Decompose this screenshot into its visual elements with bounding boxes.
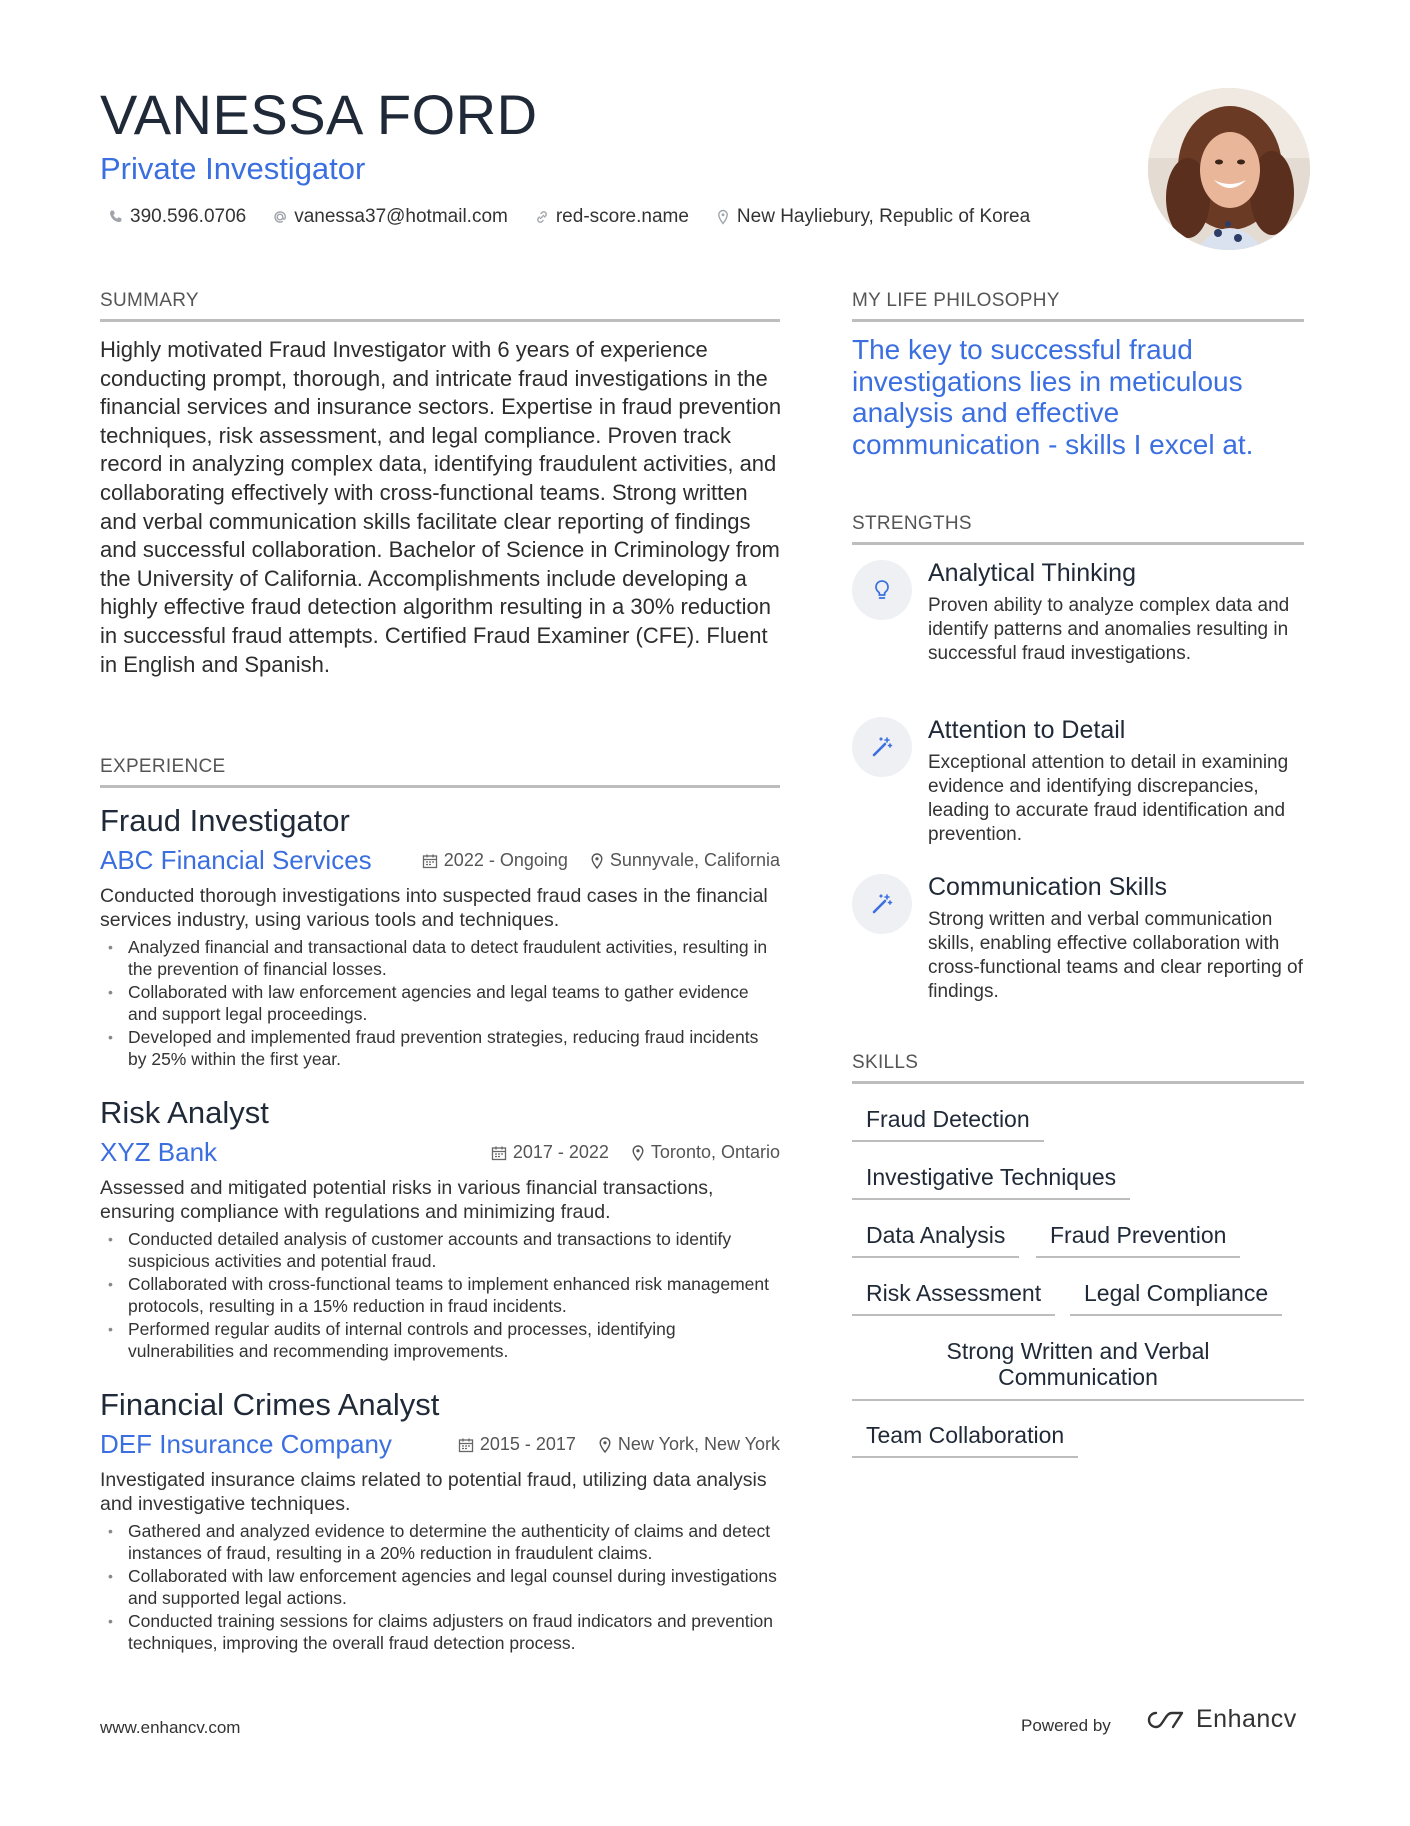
strength-body bbox=[928, 872, 1304, 1004]
website-text: red-score.name bbox=[555, 206, 689, 227]
experience-heading: EXPERIENCE bbox=[100, 756, 780, 788]
calendar-icon bbox=[458, 1437, 474, 1453]
philosophy-heading: MY LIFE PHILOSOPHY bbox=[852, 290, 1304, 322]
strength-title: Analytical Thinking bbox=[928, 559, 1136, 587]
strength-icon-badge bbox=[852, 874, 912, 934]
strength-item bbox=[852, 558, 1304, 666]
philosophy-quote: The key to successful fraud investigations lies in meticulous analysis and effective communication - skills I excel at. bbox=[852, 334, 1254, 460]
job-description: Investigated insurance claims related to potential fraud, utilizing data analysis and investigative techniques. bbox=[100, 1469, 767, 1516]
job-bullet: • Conducted detailed analysis of customer accounts and transactions to identify suspicious activities and potential fraud. bbox=[100, 1228, 780, 1272]
contact-bar bbox=[108, 206, 1030, 228]
experience-item bbox=[100, 1094, 780, 1363]
strength-item bbox=[852, 715, 1304, 847]
job-bullet: • Analyzed financial and transactional data to detect fraudulent activities, resulting in the prevention of financial losses. bbox=[100, 936, 780, 980]
job-location bbox=[590, 850, 780, 871]
summary-heading: SUMMARY bbox=[100, 290, 780, 322]
job-dates-text: 2017 - 2022 bbox=[512, 1142, 609, 1163]
job-title: Financial Crimes Analyst bbox=[100, 1387, 440, 1422]
strength-description: Exceptional attention to detail in examining evidence and identifying discrepancies, leading to accurate fraud identification and prevention. bbox=[928, 752, 1289, 845]
experience-item bbox=[100, 802, 780, 1071]
job-bullet: • Gathered and analyzed evidence to determine the authenticity of claims and detect instances of fraud, resulting in a 20% reduction in fraudulent claims. bbox=[100, 1520, 780, 1564]
avatar bbox=[1148, 88, 1310, 250]
calendar-icon bbox=[491, 1145, 507, 1161]
brand-logo[interactable] bbox=[1140, 1705, 1297, 1734]
map-pin-icon bbox=[590, 853, 604, 869]
strength-description: Proven ability to analyze complex data and identify patterns and anomalies resulting in successful fraud investigations. bbox=[928, 595, 1290, 664]
job-bullet: • Developed and implemented fraud prevention strategies, reducing fraud incidents by 25% within the first year. bbox=[100, 1026, 780, 1070]
job-description: Assessed and mitigated potential risks in various financial transactions, ensuring compliance with regulations and minimizing fraud. bbox=[100, 1177, 714, 1224]
skill-tag: Data Analysis bbox=[852, 1222, 1019, 1258]
at-icon bbox=[272, 209, 288, 225]
skill-tag: Legal Compliance bbox=[1070, 1280, 1282, 1316]
job-bullet: • Collaborated with law enforcement agencies and legal counsel during investigations and supported legal actions. bbox=[100, 1565, 780, 1609]
calendar-icon bbox=[422, 853, 438, 869]
contact-phone[interactable] bbox=[108, 206, 246, 228]
strength-title: Communication Skills bbox=[928, 873, 1167, 901]
skill-tag: Fraud Prevention bbox=[1036, 1222, 1240, 1258]
map-pin-icon bbox=[598, 1437, 612, 1453]
strength-icon-badge bbox=[852, 717, 912, 777]
brand-name: Enhancv bbox=[1196, 1705, 1297, 1733]
contact-email[interactable] bbox=[272, 206, 508, 228]
skill-tag: Team Collaboration bbox=[852, 1422, 1078, 1458]
job-location-text: Sunnyvale, California bbox=[609, 850, 780, 871]
magic-wand-icon bbox=[870, 735, 894, 759]
job-company: ABC Financial Services bbox=[100, 845, 372, 876]
footer-website[interactable]: www.enhancv.com bbox=[100, 1718, 241, 1737]
job-dates bbox=[458, 1434, 576, 1455]
contact-location bbox=[715, 206, 1030, 228]
job-title: Fraud Investigator bbox=[100, 803, 350, 838]
footer-powered-by: Powered by bbox=[1021, 1716, 1111, 1735]
job-location bbox=[631, 1142, 780, 1163]
job-company: DEF Insurance Company bbox=[100, 1429, 392, 1460]
job-bullet-list bbox=[100, 936, 780, 1070]
job-meta bbox=[100, 1429, 780, 1460]
strength-body bbox=[928, 558, 1304, 666]
job-location-text: Toronto, Ontario bbox=[650, 1142, 780, 1163]
contact-website[interactable] bbox=[534, 206, 689, 228]
skill-tag: Fraud Detection bbox=[852, 1106, 1044, 1142]
portrait-photo bbox=[1148, 88, 1310, 250]
phone-text: 390.596.0706 bbox=[130, 206, 247, 227]
skill-tag: Strong Written and Verbal Communication bbox=[852, 1338, 1304, 1401]
lightbulb-icon bbox=[872, 579, 892, 601]
experience-item bbox=[100, 1386, 780, 1655]
job-location-text: New York, New York bbox=[617, 1434, 780, 1455]
summary-text: Highly motivated Fraud Investigator with 6 years of experience conducting prompt, thorough, and intricate fraud investigations in the financial services and insurance sectors. Expertise in fraud prevention techniques, risk assessment, and legal compliance. Proven track record in analyzing complex data, identifying fraudulent activities, and collaborating effectively with cross-functional teams. Strong written and verbal communication skills facilitate clear reporting of findings and successful collaboration. Bachelor of Science in Criminology from the University of California. Accomplishments include developing a highly effective fraud detection algorithm resulting in a 30% reduction in successful fraud attempts. Certified Fraud Examiner (CFE). Fluent in English and Spanish. bbox=[100, 337, 782, 677]
job-bullet-list bbox=[100, 1228, 780, 1362]
strength-icon-badge bbox=[852, 560, 912, 620]
enhancv-logo-icon bbox=[1140, 1708, 1188, 1732]
candidate-name: VANESSA FORD bbox=[100, 83, 538, 146]
strength-body bbox=[928, 715, 1304, 847]
phone-icon bbox=[108, 209, 124, 225]
skill-tag: Risk Assessment bbox=[852, 1280, 1055, 1316]
job-meta bbox=[100, 845, 780, 876]
job-bullet: • Collaborated with law enforcement agencies and legal teams to gather evidence and support legal proceedings. bbox=[100, 981, 780, 1025]
skill-tag: Investigative Techniques bbox=[852, 1164, 1130, 1200]
job-company: XYZ Bank bbox=[100, 1137, 218, 1168]
job-bullet: • Collaborated with cross-functional teams to implement enhanced risk management protocols, resulting in a 15% reduction in fraud incidents. bbox=[100, 1273, 780, 1317]
job-dates bbox=[491, 1142, 609, 1163]
job-title: Risk Analyst bbox=[100, 1095, 269, 1130]
job-dates-text: 2022 - Ongoing bbox=[443, 850, 568, 871]
map-pin-icon bbox=[631, 1145, 645, 1161]
job-bullet: • Conducted training sessions for claims adjusters on fraud indicators and prevention techniques, improving the overall fraud detection process. bbox=[100, 1610, 780, 1654]
email-text: vanessa37@hotmail.com bbox=[294, 206, 508, 227]
job-location bbox=[598, 1434, 780, 1455]
strength-description: Strong written and verbal communication skills, enabling effective collaboration with cross-functional teams and clear reporting of findings. bbox=[928, 909, 1303, 1002]
location-text: New Hayliebury, Republic of Korea bbox=[736, 206, 1031, 227]
strength-title: Attention to Detail bbox=[928, 716, 1126, 744]
magic-wand-icon bbox=[870, 892, 894, 916]
map-pin-icon bbox=[715, 209, 731, 225]
job-dates bbox=[422, 850, 568, 871]
strengths-heading: STRENGTHS bbox=[852, 513, 1304, 545]
candidate-role: Private Investigator bbox=[100, 151, 366, 186]
job-meta bbox=[100, 1137, 780, 1168]
job-bullet-list bbox=[100, 1520, 780, 1654]
job-description: Conducted thorough investigations into suspected fraud cases in the financial services industry, using various tools and techniques. bbox=[100, 885, 768, 932]
job-dates-text: 2015 - 2017 bbox=[479, 1434, 576, 1455]
link-icon bbox=[534, 209, 550, 225]
skills-heading: SKILLS bbox=[852, 1052, 1304, 1084]
job-bullet: • Performed regular audits of internal controls and processes, identifying vulnerabilities and recommending improvements. bbox=[100, 1318, 780, 1362]
strength-item bbox=[852, 872, 1304, 1004]
